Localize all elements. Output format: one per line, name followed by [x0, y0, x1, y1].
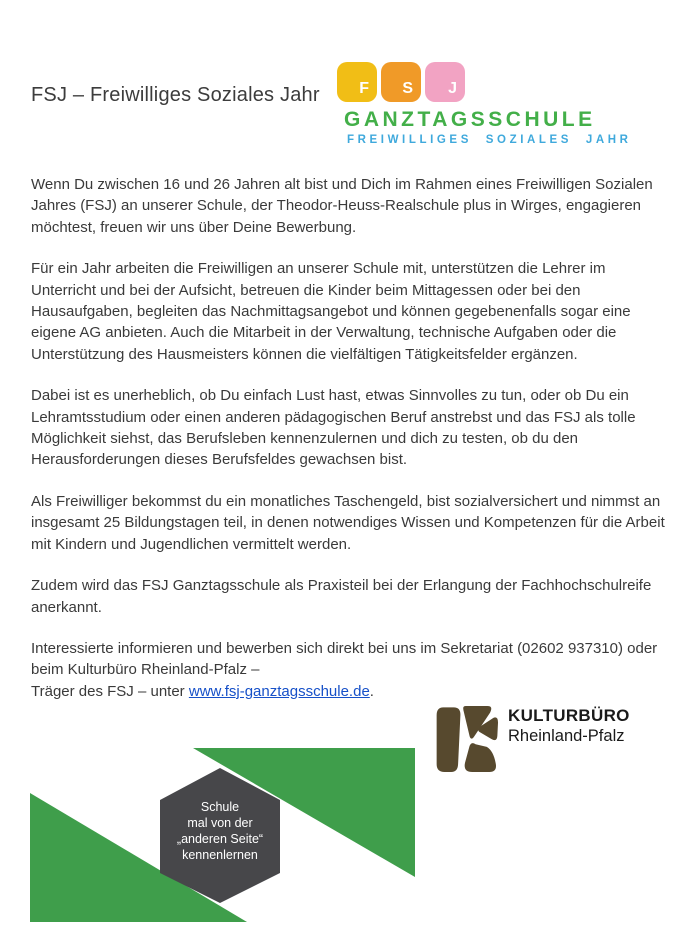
fsj-logo-tiles	[337, 62, 627, 102]
benefits-paragraph: Als Freiwilliger bekommst du ein monatliches Taschengeld, bist sozialversichert und nimmst an insgesamt 25 Bildungstagen teil, in denen notwendiges Wissen und Kompetenzen für die Arbeit mit Kindern und Jugendlichen vermittelt werden.	[31, 492, 665, 553]
fsj-ganztagsschule-logo	[337, 62, 632, 146]
hexagon-slogan-line: kennenlernen	[182, 848, 258, 862]
fsj-logo-tile-j: J	[425, 62, 465, 102]
hexagon-slogan-line: mal von der	[187, 816, 253, 830]
tasks-paragraph: Für ein Jahr arbeiten die Freiwilligen an unserer Schule mit, unterstützen die Lehrer im Unterricht und bei der Aufsicht, betreuen die Kinder beim Mittagessen oder bei den Hausaufgaben, begleiten das Nachmittagsangebot und können gegebenenfalls sogar eine eigene AG anbieten. Auch die Mitarbeit in der Verwaltung, technische Aufgaben oder die Unterstützung des Hausmeisters können die vielfältigen Tätigkeitsfelder ergänzen.	[31, 260, 631, 363]
contact-link-suffix: .	[369, 682, 374, 700]
contact-text: Interessierte informieren und bewerben sich direkt bei uns im Sekretariat (02602 937310) oder beim Kulturbüro Rheinland-Pfalz –	[31, 639, 658, 679]
fsj-logo-tile-f: F	[337, 62, 377, 102]
contact-paragraph	[31, 638, 671, 702]
logo-subtitle: FREIWILLIGES SOZIALES JAHR	[347, 134, 632, 146]
body-text	[31, 174, 671, 722]
intro-paragraph: Wenn Du zwischen 16 und 26 Jahren alt bist und Dich im Rahmen eines Freiwilligen Sozialen Jahres (FSJ) an unserer Schule, der Theodor-Heuss-Realschule plus in Wirges, engagieren möchtest, freuen wir uns über Deine Bewerbung.	[31, 176, 653, 236]
page-title: FSJ – Freiwilliges Soziales Jahr	[31, 84, 320, 106]
motivation-paragraph: Dabei ist es unerheblich, ob Du einfach Lust hast, etwas Sinnvolles zu tun, oder ob Du ein Lehramtsstudium oder einen anderen pädagogischen Beruf anstrebst und das FSJ als tolle Möglichkeit siehst, das Berufsleben kennenzulernen und dich zu testen, ob du den Herausforderungen dieses Berufsfeldes gewachsen bist.	[31, 387, 636, 469]
fsj-logo-tile-s: S	[381, 62, 421, 102]
logo-title: GANZTAGSSCHULE	[344, 108, 596, 131]
contact-line2-prefix: Träger des FSJ – unter	[31, 682, 189, 700]
fsj-website-link[interactable]: www.fsj-ganztagsschule.de	[188, 682, 370, 700]
hexagon-slogan-line: Schule	[200, 800, 240, 814]
kulturbuero-title: KULTURBÜRO	[508, 706, 630, 725]
kulturbuero-subtitle: Rheinland-Pfalz	[508, 727, 625, 745]
hexagon-slogan-line: „anderen Seite“	[176, 832, 264, 846]
bottom-decorative-art	[0, 730, 686, 937]
fachhochschulreife-paragraph: Zudem wird das FSJ Ganztagsschule als Praxisteil bei der Erlangung der Fachhochschulreife anerkannt.	[31, 577, 652, 616]
hexagon-slogan	[158, 799, 282, 863]
